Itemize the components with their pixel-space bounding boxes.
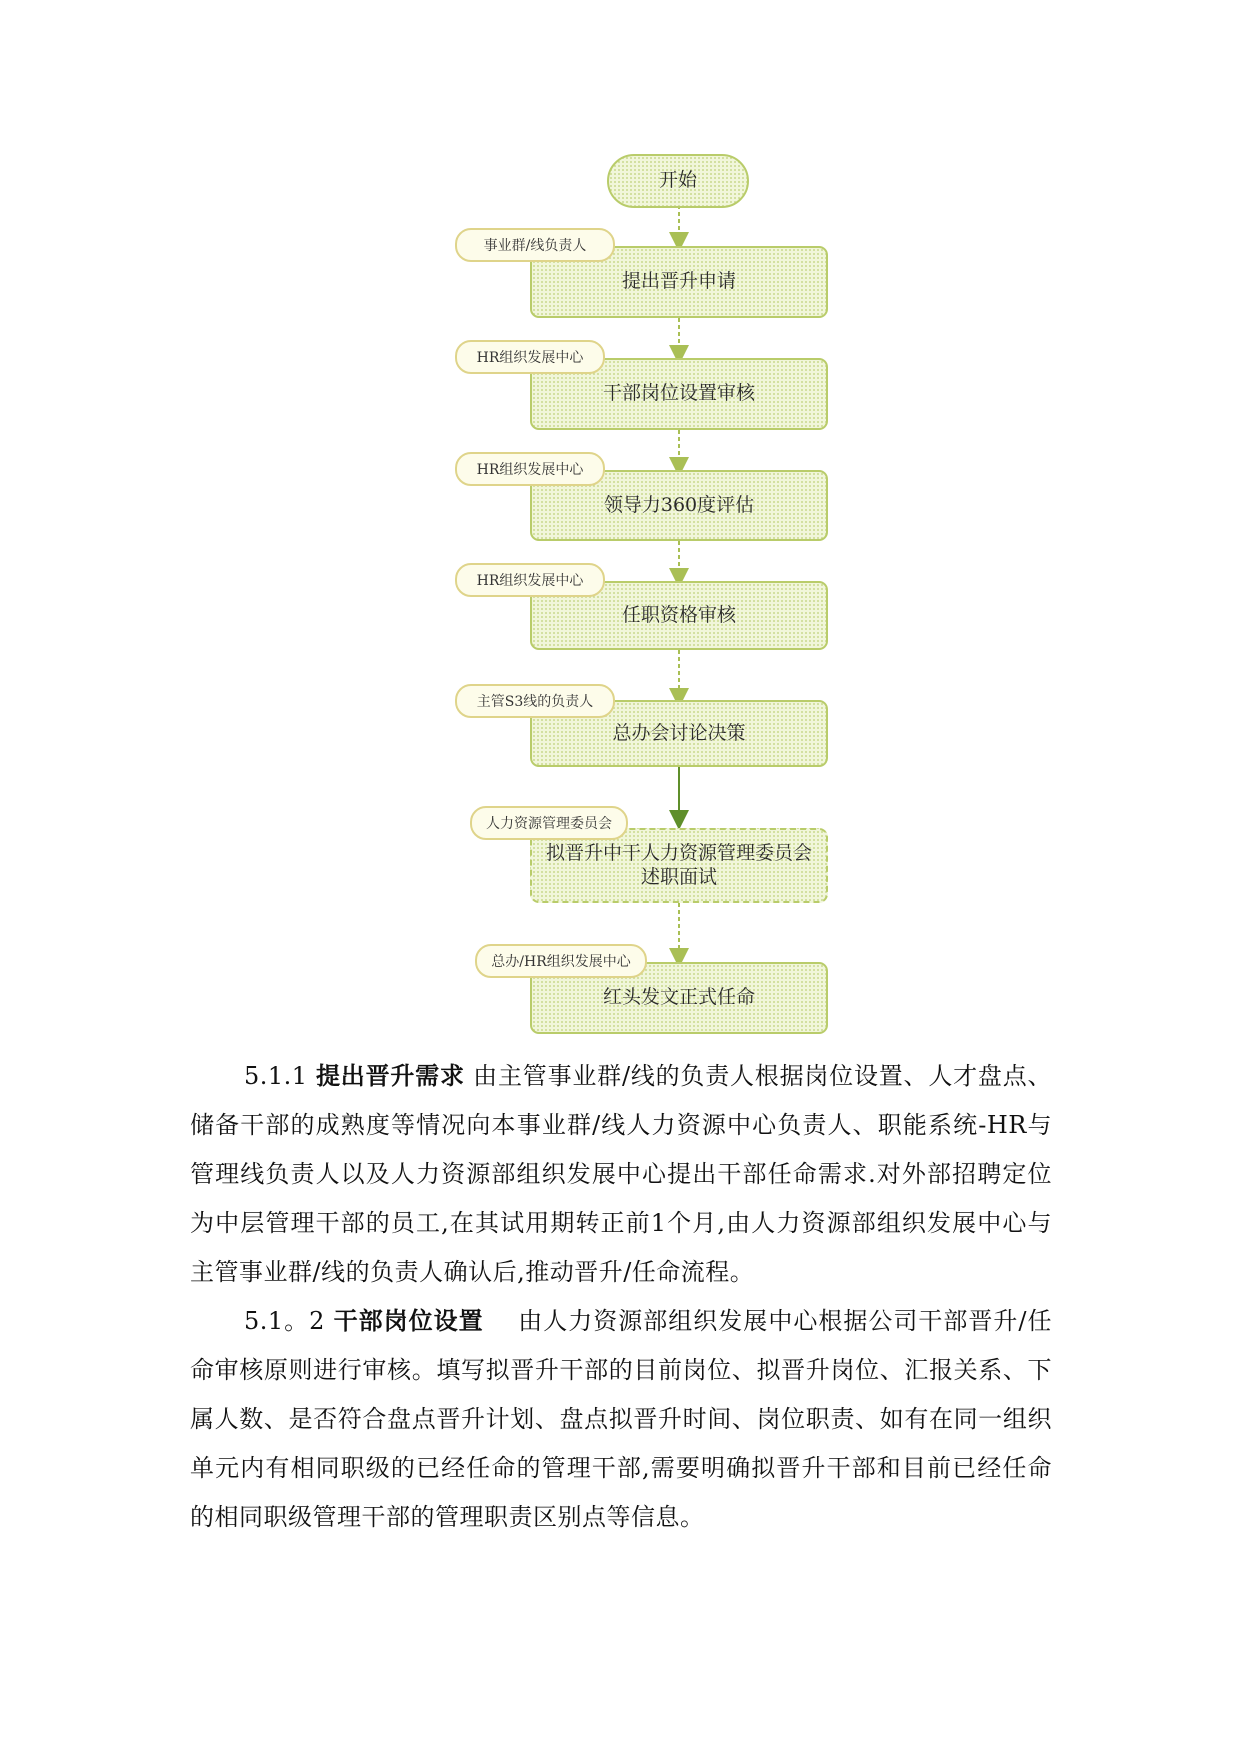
- section-body: 由主管事业群/线的负责人根据岗位设置、人才盘点、储备干部的成熟度等情况向本事业群/线人力资源中心负责人、职能系统-HR与管理线负责人以及人力资源部组织发展中心提出干部任命需求.对外部招聘定位为中层管理干部的员工,在其试用期转正前1个月,由人力资源部组织发展中心与主管事业群/线的负责人确认后,推动晋升/任命流程。: [190, 1062, 1052, 1286]
- section-body: 由人力资源部组织发展中心根据公司干部晋升/任命审核原则进行审核。填写拟晋升干部的目前岗位、拟晋升岗位、汇报关系、下属人数、是否符合盘点晋升计划、盘点拟晋升时间、岗位职责、如有在同一组织单元内有相同职级的已经任命的管理干部,需要明确拟晋升干部和目前已经任命的相同职级管理干部的管理职责区别点等信息。: [190, 1307, 1053, 1531]
- flow-start-label: 开始: [658, 169, 697, 192]
- flow-role-tag: 人力资源管理委员会: [470, 806, 628, 840]
- flow-role-tag: 主管S3线的负责人: [455, 684, 615, 718]
- flow-step-label: 红头发文正式任命: [602, 986, 755, 1009]
- flow-step-label: 领导力360度评估: [603, 493, 755, 516]
- section-heading: 干部岗位设置: [333, 1306, 484, 1335]
- flow-step-label: 总办会讨论决策: [612, 721, 746, 744]
- section-paragraph: [190, 1051, 1052, 1297]
- section-heading: 提出晋升需求: [316, 1061, 465, 1090]
- flow-role-tag: HR组织发展中心: [455, 340, 605, 374]
- flow-role-tag: 事业群/线负责人: [455, 228, 615, 262]
- flow-role-tag: HR组织发展中心: [455, 452, 605, 486]
- flow-role-tag: HR组织发展中心: [455, 563, 605, 597]
- flow-step-label: 干部岗位设置审核: [602, 382, 755, 405]
- section-paragraph: [190, 1296, 1052, 1542]
- section-number: 5.1。2: [244, 1307, 325, 1335]
- flow-step-label-line1: 拟晋升中干人力资源管理委员会: [545, 841, 812, 864]
- flow-step-label: 提出晋升申请: [621, 270, 736, 293]
- flow-role-tag: 总办/HR组织发展中心: [475, 944, 647, 978]
- flow-step-label-line2: 述职面试: [640, 865, 717, 888]
- flow-start: [607, 154, 749, 208]
- flow-step-label: 任职资格审核: [621, 603, 736, 626]
- section-number: 5.1.1: [244, 1062, 308, 1090]
